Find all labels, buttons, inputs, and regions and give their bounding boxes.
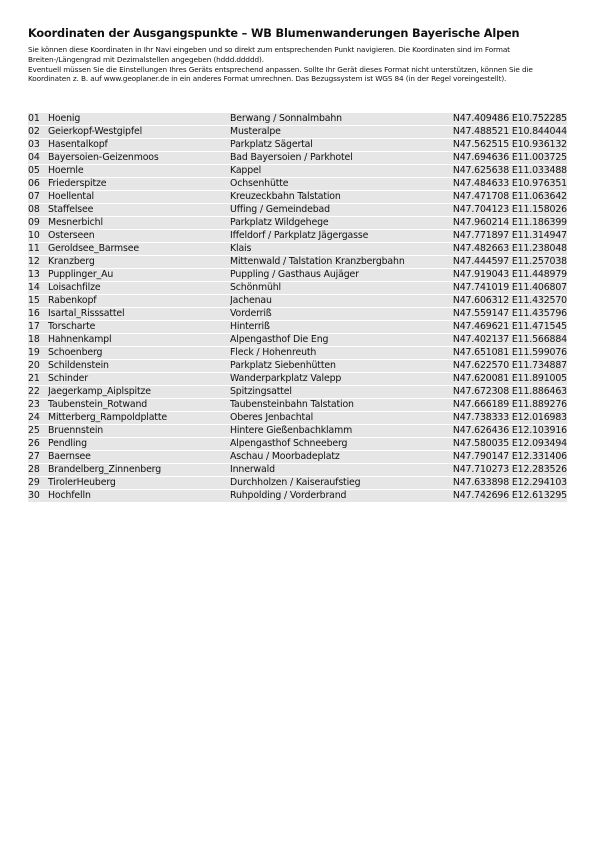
coordinates: N47.488521 E10.844044 xyxy=(441,126,567,138)
start-location: Uffing / Gemeindebad xyxy=(230,204,441,216)
coordinates: N47.960214 E11.186399 xyxy=(441,217,567,229)
point-name: Bayersoien-Geizenmoos xyxy=(48,152,230,164)
point-name: Torscharte xyxy=(48,321,230,333)
table-row xyxy=(28,321,567,333)
point-name: Hochfelln xyxy=(48,490,230,502)
point-number: 02 xyxy=(28,126,48,138)
coordinates-table-body xyxy=(28,113,567,502)
coordinates: N47.694636 E11.003725 xyxy=(441,152,567,164)
start-location: Iffeldorf / Parkplatz Jägergasse xyxy=(230,230,441,242)
table-row xyxy=(28,204,567,216)
coordinates: N47.620081 E11.891005 xyxy=(441,373,567,385)
point-number: 27 xyxy=(28,451,48,463)
coordinates: N47.469621 E11.471545 xyxy=(441,321,567,333)
start-location: Schönmühl xyxy=(230,282,441,294)
start-location: Berwang / Sonnalmbahn xyxy=(230,113,441,125)
start-location: Parkplatz Wildgehege xyxy=(230,217,441,229)
table-row xyxy=(28,412,567,424)
start-location: Puppling / Gasthaus Aujäger xyxy=(230,269,441,281)
point-number: 07 xyxy=(28,191,48,203)
point-name: Kranzberg xyxy=(48,256,230,268)
point-name: Mesnerbichl xyxy=(48,217,230,229)
table-row xyxy=(28,464,567,476)
point-name: Osterseen xyxy=(48,230,230,242)
table-row xyxy=(28,113,567,125)
point-name: TirolerHeuberg xyxy=(48,477,230,489)
start-location: Hinterriß xyxy=(230,321,441,333)
point-name: Mitterberg_Rampoldplatte xyxy=(48,412,230,424)
point-number: 01 xyxy=(28,113,48,125)
point-name: Jaegerkamp_Aiplspitze xyxy=(48,386,230,398)
point-name: Rabenkopf xyxy=(48,295,230,307)
start-location: Alpengasthof Die Eng xyxy=(230,334,441,346)
point-number: 17 xyxy=(28,321,48,333)
point-number: 18 xyxy=(28,334,48,346)
start-location: Durchholzen / Kaiseraufstieg xyxy=(230,477,441,489)
table-row xyxy=(28,295,567,307)
coordinates: N47.704123 E11.158026 xyxy=(441,204,567,216)
table-row xyxy=(28,438,567,450)
coordinates: N47.710273 E12.283526 xyxy=(441,464,567,476)
start-location: Kappel xyxy=(230,165,441,177)
point-number: 29 xyxy=(28,477,48,489)
start-location: Hintere Gießenbachklamm xyxy=(230,425,441,437)
coordinates: N47.559147 E11.435796 xyxy=(441,308,567,320)
table-row xyxy=(28,347,567,359)
coordinates: N47.444597 E11.257038 xyxy=(441,256,567,268)
coordinates: N47.633898 E12.294103 xyxy=(441,477,567,489)
table-row xyxy=(28,425,567,437)
start-location: Musteralpe xyxy=(230,126,441,138)
point-name: Schoenberg xyxy=(48,347,230,359)
start-location: Ochsenhütte xyxy=(230,178,441,190)
intro-paragraph-2: Eventuell müssen Sie die Einstellungen Ihres Geräts entsprechend anpassen. Sollte Ihr Gerät dieses Format nicht unterstützen, können Sie die Koordinaten z. B. auf www.geoplaner.de in ein anderes Format umrechnen. Das Bezugssystem ist WGS 84 (in der Regel voreingestellt). xyxy=(28,64,533,84)
point-name: Friederspitze xyxy=(48,178,230,190)
point-number: 20 xyxy=(28,360,48,372)
table-row xyxy=(28,386,567,398)
point-name: Geierkopf-Westgipfel xyxy=(48,126,230,138)
point-number: 11 xyxy=(28,243,48,255)
table-row xyxy=(28,243,567,255)
coordinates: N47.738333 E12.016983 xyxy=(441,412,567,424)
point-name: Hoellental xyxy=(48,191,230,203)
table-row xyxy=(28,399,567,411)
table-row xyxy=(28,217,567,229)
point-number: 21 xyxy=(28,373,48,385)
document-title: Koordinaten der Ausgangspunkte – WB Blumenwanderungen Bayerische Alpen xyxy=(28,27,520,40)
point-number: 04 xyxy=(28,152,48,164)
point-number: 10 xyxy=(28,230,48,242)
start-location: Bad Bayersoien / Parkhotel xyxy=(230,152,441,164)
coordinates: N47.651081 E11.599076 xyxy=(441,347,567,359)
start-location: Wanderparkplatz Valepp xyxy=(230,373,441,385)
table-row xyxy=(28,490,567,502)
coordinates: N47.919043 E11.448979 xyxy=(441,269,567,281)
point-number: 08 xyxy=(28,204,48,216)
table-row xyxy=(28,152,567,164)
point-number: 19 xyxy=(28,347,48,359)
point-name: Schildenstein xyxy=(48,360,230,372)
coordinates: N47.742696 E12.613295 xyxy=(441,490,567,502)
table-row xyxy=(28,334,567,346)
start-location: Oberes Jenbachtal xyxy=(230,412,441,424)
start-location: Aschau / Moorbadeplatz xyxy=(230,451,441,463)
intro-paragraph-1: Sie können diese Koordinaten in Ihr Navi eingeben und so direkt zum entsprechenden Punkt navigieren. Die Koordinaten sind im Format Breiten-/Längengrad mit Dezimalstellen angegeben (hddd.ddddd). xyxy=(28,45,510,64)
point-name: Baernsee xyxy=(48,451,230,463)
point-name: Isartal_Risssattel xyxy=(48,308,230,320)
point-name: Taubenstein_Rotwand xyxy=(48,399,230,411)
coordinates: N47.580035 E12.093494 xyxy=(441,438,567,450)
start-location: Parkplatz Sägertal xyxy=(230,139,441,151)
table-row xyxy=(28,308,567,320)
coordinates: N47.666189 E11.889276 xyxy=(441,399,567,411)
point-number: 09 xyxy=(28,217,48,229)
point-name: Pendling xyxy=(48,438,230,450)
start-location: Klais xyxy=(230,243,441,255)
point-name: Hoenig xyxy=(48,113,230,125)
table-row xyxy=(28,269,567,281)
coordinates: N47.562515 E10.936132 xyxy=(441,139,567,151)
coordinates: N47.771897 E11.314947 xyxy=(441,230,567,242)
point-number: 23 xyxy=(28,399,48,411)
point-number: 12 xyxy=(28,256,48,268)
point-name: Geroldsee_Barmsee xyxy=(48,243,230,255)
coordinates: N47.626436 E12.103916 xyxy=(441,425,567,437)
point-number: 25 xyxy=(28,425,48,437)
coordinates: N47.471708 E11.063642 xyxy=(441,191,567,203)
start-location: Alpengasthof Schneeberg xyxy=(230,438,441,450)
point-name: Schinder xyxy=(48,373,230,385)
point-name: Staffelsee xyxy=(48,204,230,216)
start-location: Jachenau xyxy=(230,295,441,307)
coordinates: N47.484633 E10.976351 xyxy=(441,178,567,190)
table-row xyxy=(28,126,567,138)
table-row xyxy=(28,191,567,203)
table-row xyxy=(28,451,567,463)
start-location: Kreuzeckbahn Talstation xyxy=(230,191,441,203)
point-name: Pupplinger_Au xyxy=(48,269,230,281)
start-location: Spitzingsattel xyxy=(230,386,441,398)
table-row xyxy=(28,360,567,372)
table-row xyxy=(28,477,567,489)
point-number: 06 xyxy=(28,178,48,190)
point-number: 15 xyxy=(28,295,48,307)
table-row xyxy=(28,178,567,190)
point-name: Hasentalkopf xyxy=(48,139,230,151)
point-number: 05 xyxy=(28,165,48,177)
table-row xyxy=(28,282,567,294)
point-name: Hoernle xyxy=(48,165,230,177)
coordinates: N47.741019 E11.406807 xyxy=(441,282,567,294)
start-location: Innerwald xyxy=(230,464,441,476)
table-row xyxy=(28,256,567,268)
coordinates: N47.402137 E11.566884 xyxy=(441,334,567,346)
start-location: Fleck / Hohenreuth xyxy=(230,347,441,359)
table-row xyxy=(28,165,567,177)
start-location: Mittenwald / Talstation Kranzbergbahn xyxy=(230,256,441,268)
point-name: Bruennstein xyxy=(48,425,230,437)
table-row xyxy=(28,373,567,385)
coordinates: N47.790147 E12.331406 xyxy=(441,451,567,463)
coordinates: N47.482663 E11.238048 xyxy=(441,243,567,255)
table-row xyxy=(28,139,567,151)
table-row xyxy=(28,230,567,242)
point-number: 13 xyxy=(28,269,48,281)
point-number: 22 xyxy=(28,386,48,398)
point-number: 26 xyxy=(28,438,48,450)
coordinates: N47.606312 E11.432570 xyxy=(441,295,567,307)
coordinates-table xyxy=(28,112,567,503)
start-location: Ruhpolding / Vorderbrand xyxy=(230,490,441,502)
point-number: 28 xyxy=(28,464,48,476)
point-number: 16 xyxy=(28,308,48,320)
point-name: Brandelberg_Zinnenberg xyxy=(48,464,230,476)
point-number: 03 xyxy=(28,139,48,151)
point-number: 24 xyxy=(28,412,48,424)
point-name: Hahnenkampl xyxy=(48,334,230,346)
start-location: Vorderriß xyxy=(230,308,441,320)
point-name: Loisachfilze xyxy=(48,282,230,294)
intro-text xyxy=(28,45,570,84)
coordinates: N47.672308 E11.886463 xyxy=(441,386,567,398)
point-number: 30 xyxy=(28,490,48,502)
coordinates: N47.625638 E11.033488 xyxy=(441,165,567,177)
coordinates: N47.409486 E10.752285 xyxy=(441,113,567,125)
start-location: Parkplatz Siebenhütten xyxy=(230,360,441,372)
start-location: Taubensteinbahn Talstation xyxy=(230,399,441,411)
coordinates: N47.622570 E11.734887 xyxy=(441,360,567,372)
point-number: 14 xyxy=(28,282,48,294)
